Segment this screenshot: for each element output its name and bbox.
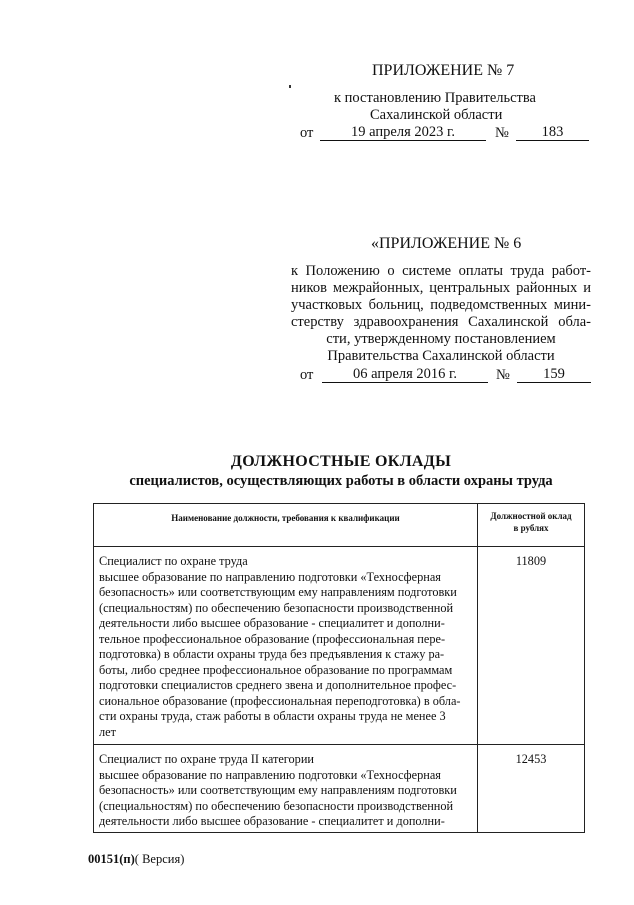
salary-value: 11809 (515, 554, 547, 568)
attachment-6-from-label: от (300, 367, 314, 383)
attachment-7-from-label: от (300, 125, 314, 141)
position-title: Специалист по охране труда II категории (99, 752, 314, 766)
footer-code: 00151(п) (88, 852, 135, 866)
requirement-line: лет (99, 724, 116, 739)
salary-cell (478, 547, 585, 745)
footer-version (88, 852, 184, 867)
attachment-7-title: ПРИЛОЖЕНИЕ № 7 (372, 62, 515, 79)
attachment-7-date: 19 апреля 2023 г. (320, 124, 486, 141)
attachment-6-number: 159 (517, 366, 591, 383)
requirement-line: деятельности либо высшее образование - специалитет и дополни- (99, 814, 445, 828)
attachment-6-line-2: ников межрайонных, центральных районных и (291, 280, 591, 296)
header-salary-line2: в рублях (513, 523, 549, 533)
attachment-6-line-5: сти, утвержденному постановлением (326, 331, 556, 347)
footer-version-label: ( Версия) (134, 852, 185, 866)
requirement-line: деятельности либо высшее образование - специалитет и дополни- (99, 616, 445, 630)
requirement-line: высшее образование по направлению подготовки «Техносферная (99, 569, 441, 584)
document-subtitle: специалистов, осуществляющих работы в области охраны труда (129, 473, 553, 489)
position-title: Специалист по охране труда (99, 554, 248, 568)
attachment-6-line-6: Правительства Сахалинской области (327, 348, 555, 364)
salary-table (93, 503, 585, 833)
table-row (94, 547, 585, 745)
attachment-6-line-3: участковых больниц, подведомственных мини- (291, 297, 591, 313)
salary-value: 12453 (515, 752, 547, 766)
attachment-7-num-label: № (495, 125, 509, 141)
attachment-7-line2: Сахалинской области (370, 107, 503, 123)
salary-cell (478, 745, 585, 833)
scan-speck (289, 85, 291, 88)
attachment-7-number: 183 (516, 124, 589, 141)
header-salary (478, 504, 585, 547)
attachment-6-num-label: № (496, 367, 510, 383)
requirement-line: сти охраны труда, стаж работы в области охраны труда не менее 3 (99, 709, 446, 723)
position-cell (94, 745, 478, 833)
requirement-line: безопасность» или соответствующим ему направлениям подготовки (99, 783, 457, 797)
requirement-line: боты, либо среднее профессиональное образование по программам (99, 662, 453, 677)
requirement-line: тельное профессиональное образование (профессиональная пере- (99, 631, 446, 646)
table-row (94, 745, 585, 833)
document-title: ДОЛЖНОСТНЫЕ ОКЛАДЫ (230, 453, 452, 470)
attachment-7-line1: к постановлению Правительства (334, 90, 536, 106)
requirement-line: (специальностям) по обеспечению безопасности производственной (99, 600, 454, 615)
position-cell (94, 547, 478, 745)
requirement-line: подготовки специалистов среднего звена и дополнительное профес- (99, 678, 457, 692)
requirement-line: высшее образование по направлению подготовки «Техносферная (99, 767, 441, 782)
requirement-line: (специальностям) по обеспечению безопасности производственной (99, 798, 454, 813)
header-salary-line1: Должностной оклад (490, 511, 572, 521)
attachment-6-title: «ПРИЛОЖЕНИЕ № 6 (371, 235, 522, 252)
table-header-row (94, 504, 585, 547)
attachment-6-date: 06 апреля 2016 г. (322, 366, 488, 383)
requirement-line: подготовка) в области охраны труда без предъявления к стажу ра- (99, 647, 445, 661)
attachment-6-line-1: к Положению о системе оплаты труда работ- (291, 263, 591, 279)
requirement-line: сиональное образование (профессиональная переподготовка) в обла- (99, 693, 461, 708)
requirement-line: безопасность» или соответствующим ему направлениям подготовки (99, 585, 457, 599)
header-position: Наименование должности, требования к квалификации (94, 504, 478, 547)
attachment-6-line-4: стерству здравоохранения Сахалинской обла- (291, 314, 591, 330)
